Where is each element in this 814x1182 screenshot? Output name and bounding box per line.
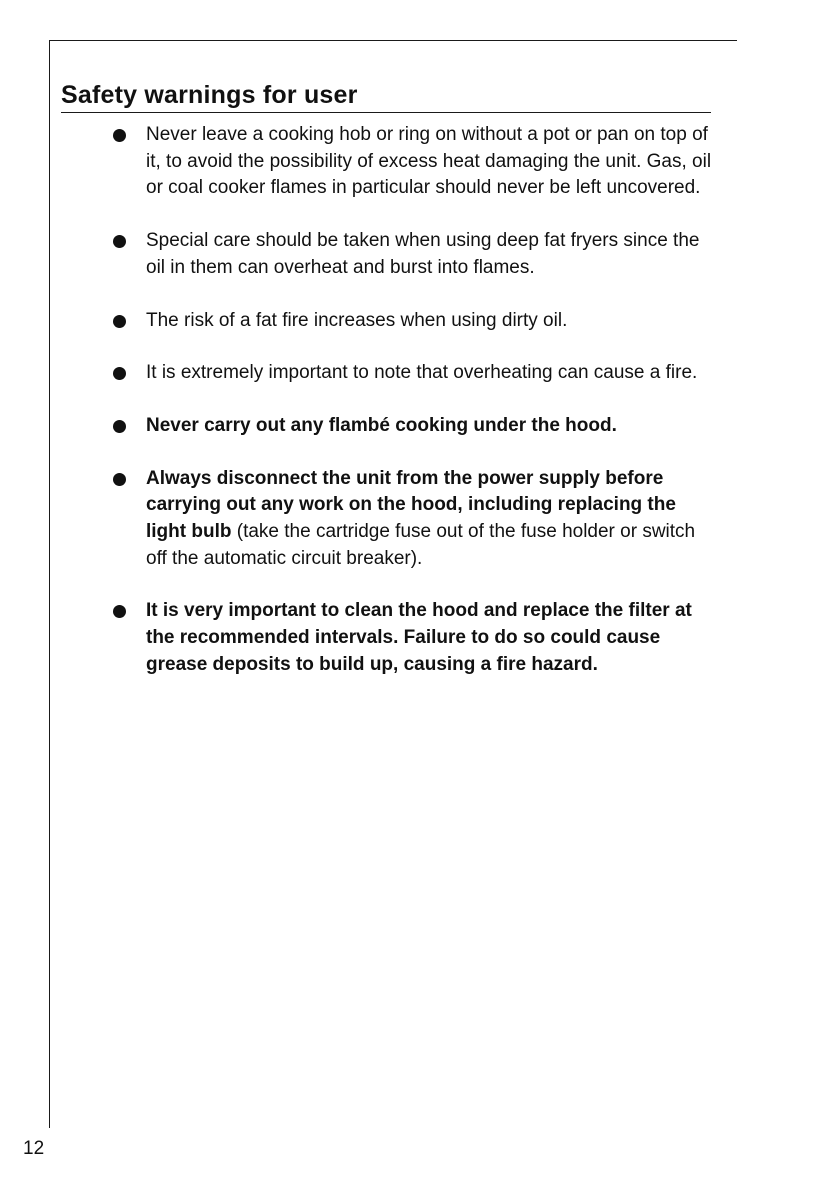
page-title: Safety warnings for user xyxy=(61,81,358,109)
warning-item-flambe xyxy=(113,413,713,440)
warning-item-pan-on-hob xyxy=(113,122,713,202)
warning-text-bold: It is very important to clean the hood and replace the filter at the recommended intervals. Failure to do so could cause grease deposits to build up, causing a fire hazard. xyxy=(146,600,692,675)
warning-item-disconnect-power xyxy=(113,466,713,573)
warning-text-bold: Never carry out any flambé cooking under the hood. xyxy=(146,414,617,436)
title-underline xyxy=(61,112,711,113)
bullet-icon xyxy=(113,235,126,248)
warning-text xyxy=(146,466,713,573)
warning-item-overheating xyxy=(113,360,713,387)
left-border-rule xyxy=(49,40,50,1128)
page-number: 12 xyxy=(23,1138,45,1159)
bullet-icon xyxy=(113,315,126,328)
warning-item-clean-filter xyxy=(113,598,713,678)
bullet-icon xyxy=(113,129,126,142)
warning-text: Never leave a cooking hob or ring on without a pot or pan on top of it, to avoid the possibility of excess heat damaging the unit. Gas, oil or coal cooker flames in particular should never be left uncovered. xyxy=(146,124,712,199)
warning-text: It is extremely important to note that overheating can cause a fire. xyxy=(146,362,698,384)
bullet-icon xyxy=(113,420,126,433)
warning-item-dirty-oil xyxy=(113,308,713,335)
warning-text: The risk of a fat fire increases when using dirty oil. xyxy=(146,309,568,331)
top-border-rule xyxy=(49,40,737,41)
warning-text-detail: (take the cartridge fuse out of the fuse holder or switch off the automatic circuit breaker). xyxy=(146,521,696,569)
bullet-icon xyxy=(113,473,126,486)
safety-warning-list xyxy=(113,122,713,705)
warning-item-deep-fat-fryers xyxy=(113,228,713,281)
warning-text: Special care should be taken when using deep fat fryers since the oil in them can overheat and burst into flames. xyxy=(146,230,700,278)
warning-text-bold: Always disconnect the unit from the power supply before carrying out any work on the hood, including replacing the light bulb xyxy=(146,467,676,543)
bullet-icon xyxy=(113,367,126,380)
bullet-icon xyxy=(113,605,126,618)
